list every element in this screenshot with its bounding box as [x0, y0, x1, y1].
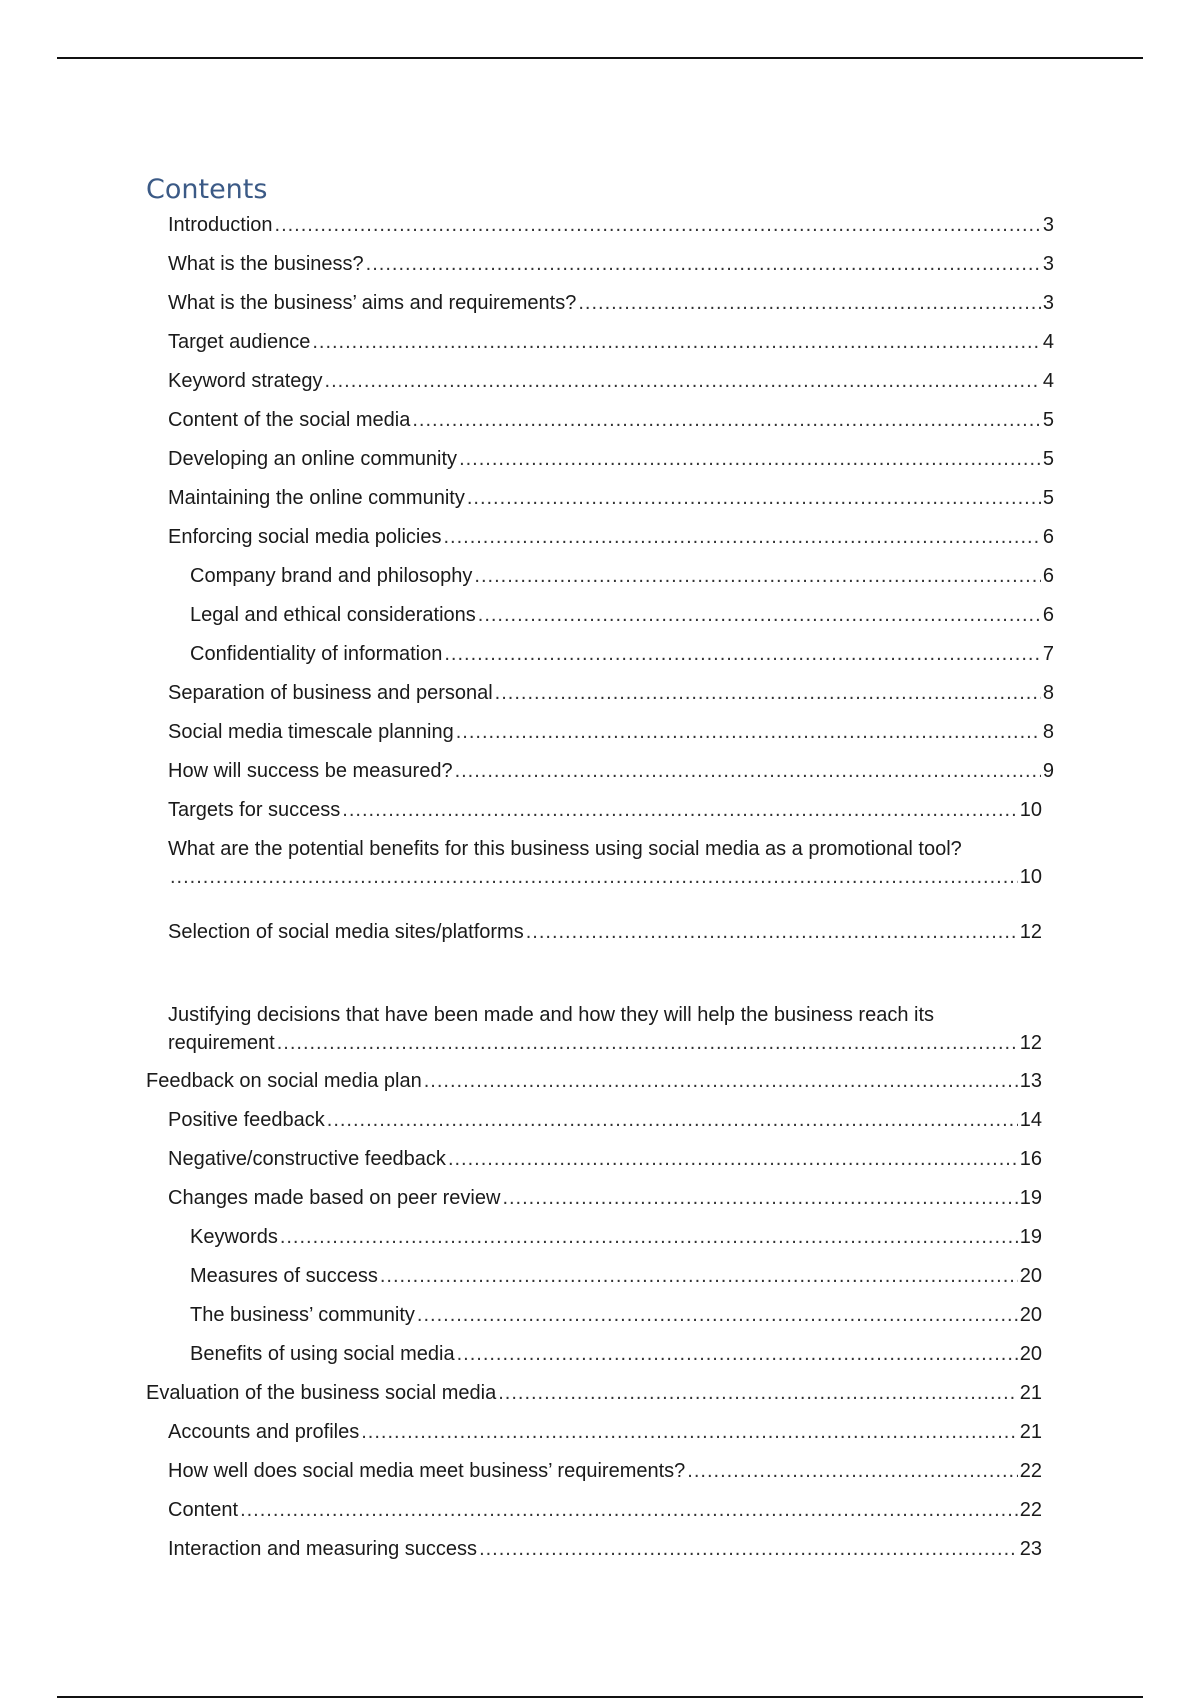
toc-page-number: 4 [1042, 370, 1054, 392]
toc-page-number: 19 [1019, 1187, 1042, 1209]
toc-entry[interactable] [146, 640, 1054, 668]
toc-entry[interactable] [146, 1145, 1042, 1173]
toc-entry[interactable] [146, 445, 1054, 473]
toc-entry[interactable] [146, 289, 1054, 317]
dot-leader [502, 1184, 1017, 1212]
toc-entry-text: Keyword strategy [168, 370, 323, 392]
toc-entry[interactable] [146, 406, 1054, 434]
toc-entry[interactable] [146, 250, 1054, 278]
toc-entry-text: Developing an online community [168, 448, 458, 470]
dot-leader [467, 484, 1041, 512]
dot-leader [474, 562, 1040, 590]
dot-leader [342, 796, 1017, 824]
toc-entry-text: Target audience [168, 331, 311, 353]
dot-leader [495, 679, 1041, 707]
toc-entry-text: How will success be measured? [168, 760, 453, 782]
toc-entry-text: Separation of business and personal [168, 682, 493, 704]
toc-page-number: 5 [1042, 487, 1054, 509]
toc-entry[interactable] [146, 1301, 1042, 1329]
toc-entry-text: Enforcing social media policies [168, 526, 442, 548]
toc-page-number: 12 [1019, 1032, 1042, 1054]
toc-entry-text: Negative/constructive feedback [168, 1148, 446, 1170]
toc-entry[interactable] [146, 835, 1042, 891]
toc-entry[interactable] [146, 484, 1054, 512]
dot-leader [443, 523, 1040, 551]
dot-leader [478, 601, 1041, 629]
toc-page-number: 7 [1042, 643, 1054, 665]
toc-entry-text: Feedback on social media plan [146, 1070, 422, 1092]
toc-entry-text: Selection of social media sites/platforms [168, 921, 524, 943]
toc-entry-text: The business’ community [190, 1304, 415, 1326]
toc-page-number: 3 [1042, 253, 1054, 275]
dot-leader [240, 1496, 1018, 1524]
footer-rule [57, 1696, 1143, 1698]
dot-leader [498, 1379, 1018, 1407]
dot-leader [456, 718, 1041, 746]
toc-entry[interactable] [146, 918, 1042, 946]
dot-leader [361, 1418, 1018, 1446]
toc-page-number: 3 [1042, 292, 1054, 314]
toc-entry[interactable] [146, 679, 1054, 707]
toc-entry-text: Content [168, 1499, 239, 1521]
toc-page-number: 20 [1019, 1343, 1042, 1365]
toc-entry-text: Legal and ethical considerations [190, 604, 476, 626]
toc-entry-text: Introduction [168, 214, 273, 236]
toc-page-number: 12 [1019, 921, 1042, 943]
dot-leader [380, 1262, 1018, 1290]
toc-page-number: 5 [1042, 409, 1054, 431]
dot-leader [325, 367, 1041, 395]
toc-entry-text: Company brand and philosophy [190, 565, 473, 587]
toc-page-number: 20 [1019, 1265, 1042, 1287]
toc-page-number: 6 [1042, 526, 1054, 548]
toc-page-number: 16 [1019, 1148, 1042, 1170]
toc-entry-text: Benefits of using social media [190, 1343, 455, 1365]
toc-entry-text: Measures of success [190, 1265, 378, 1287]
toc-entry[interactable] [146, 211, 1054, 239]
toc-entry[interactable] [146, 1496, 1042, 1524]
toc-entry[interactable] [146, 718, 1054, 746]
toc-entry[interactable] [146, 1001, 1042, 1057]
toc-heading: Contents [146, 174, 268, 205]
toc-entry[interactable] [146, 1418, 1042, 1446]
header-rule [57, 57, 1143, 59]
toc-page-number: 21 [1019, 1382, 1042, 1404]
dot-leader [459, 445, 1041, 473]
dot-leader [412, 406, 1041, 434]
toc-entry-text: Changes made based on peer review [168, 1187, 501, 1209]
dot-leader [312, 328, 1041, 356]
toc-page-number: 19 [1019, 1226, 1042, 1248]
dot-leader [366, 250, 1041, 278]
toc-entry-text: Content of the social media [168, 409, 411, 431]
dot-leader [280, 1223, 1018, 1251]
toc-entry[interactable] [146, 562, 1054, 590]
toc-entry-text: Accounts and profiles [168, 1421, 360, 1443]
dot-leader [444, 640, 1041, 668]
toc-entry-text: Evaluation of the business social media [146, 1382, 497, 1404]
toc-entry[interactable] [146, 1223, 1042, 1251]
toc-page-number: 22 [1019, 1460, 1042, 1482]
toc-entry-text: Confidentiality of information [190, 643, 443, 665]
toc-entry-text: Justifying decisions that have been made and how they will help the business reach its [168, 1004, 935, 1026]
toc-entry[interactable] [146, 1067, 1042, 1095]
dot-leader [687, 1457, 1017, 1485]
toc-entry[interactable] [146, 796, 1042, 824]
toc-entry-text: Keywords [190, 1226, 278, 1248]
toc-entry-text: Social media timescale planning [168, 721, 454, 743]
toc-page-number: 23 [1019, 1538, 1042, 1560]
toc-entry[interactable] [146, 1457, 1042, 1485]
toc-entry[interactable] [146, 1184, 1042, 1212]
toc-entry-text: What are the potential benefits for this business using social media as a promotional tool? [168, 838, 962, 860]
dot-leader [448, 1145, 1018, 1173]
toc-entry[interactable] [146, 1535, 1042, 1563]
toc-page-number: 22 [1019, 1499, 1042, 1521]
toc-page-number: 10 [1019, 866, 1042, 888]
toc-entry[interactable] [146, 1340, 1042, 1368]
dot-leader [479, 1535, 1018, 1563]
toc-entry[interactable] [146, 1379, 1042, 1407]
toc-page-number: 6 [1042, 565, 1054, 587]
dot-leader [275, 211, 1041, 239]
toc-entry-text-continued: requirement [168, 1032, 275, 1054]
dot-leader [417, 1301, 1018, 1329]
toc-page-number: 8 [1042, 721, 1054, 743]
toc-entry[interactable] [146, 601, 1054, 629]
toc-entry[interactable] [146, 1106, 1042, 1134]
dot-leader [327, 1106, 1018, 1134]
toc-entry-text: Positive feedback [168, 1109, 325, 1131]
toc-page-number: 14 [1019, 1109, 1042, 1131]
toc-page-number: 13 [1019, 1070, 1042, 1092]
toc-page-number: 21 [1019, 1421, 1042, 1443]
toc-entry[interactable] [146, 757, 1054, 785]
toc-page-number: 5 [1042, 448, 1054, 470]
toc-entry[interactable] [146, 328, 1054, 356]
toc-entry-text: Maintaining the online community [168, 487, 465, 509]
dot-leader [277, 1029, 1018, 1057]
toc-entry[interactable] [146, 523, 1054, 551]
dot-leader [578, 289, 1041, 317]
toc-entry-text: What is the business? [168, 253, 364, 275]
dot-leader [526, 918, 1018, 946]
toc-page-number: 20 [1019, 1304, 1042, 1326]
toc-entry-text: Interaction and measuring success [168, 1538, 478, 1560]
dot-leader [424, 1067, 1018, 1095]
dot-leader [457, 1340, 1018, 1368]
toc-entry[interactable] [146, 1262, 1042, 1290]
toc-entry-text: How well does social media meet business’ requirements? [168, 1460, 686, 1482]
toc-page-number: 4 [1042, 331, 1054, 353]
toc-page-number: 9 [1042, 760, 1054, 782]
toc-page-number: 8 [1042, 682, 1054, 704]
toc-page-number: 10 [1019, 799, 1042, 821]
toc-page-number: 6 [1042, 604, 1054, 626]
dot-leader [455, 757, 1041, 785]
toc-entry-text: What is the business’ aims and requirements? [168, 292, 577, 314]
toc-entry[interactable] [146, 367, 1054, 395]
toc-entry-text: Targets for success [168, 799, 341, 821]
dot-leader [170, 863, 1018, 891]
toc-page-number: 3 [1042, 214, 1054, 236]
